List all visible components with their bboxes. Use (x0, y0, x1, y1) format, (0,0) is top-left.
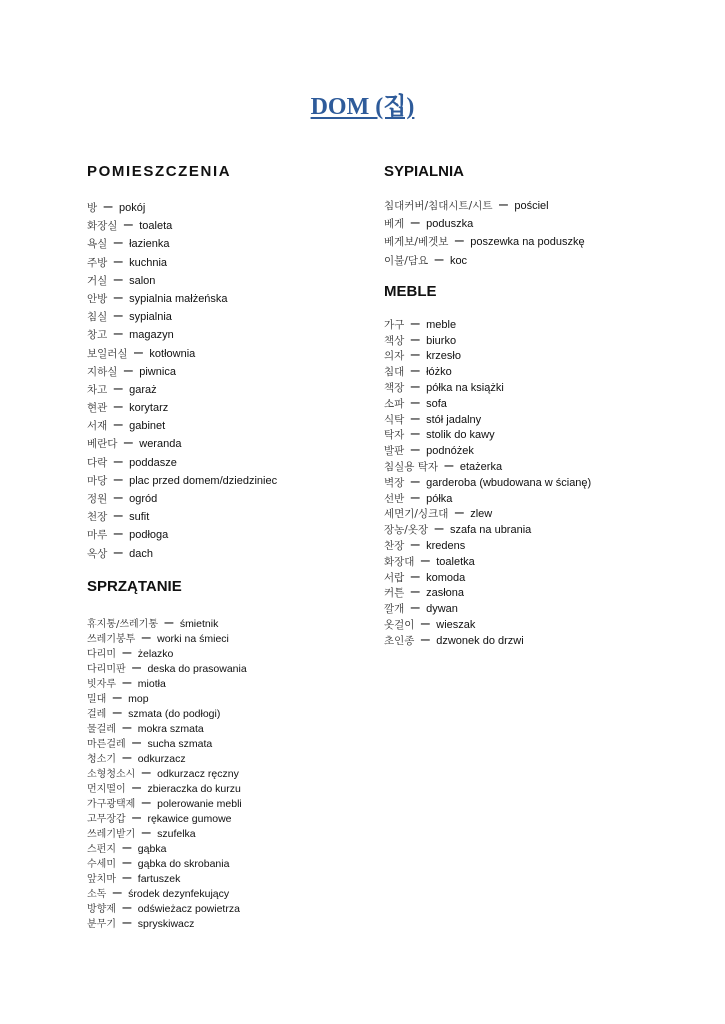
polish-term: sypialnia małżeńska (129, 292, 228, 305)
separator-dash: – (112, 703, 122, 721)
separator-dash: – (123, 361, 133, 379)
korean-term: 옥상 (87, 547, 108, 560)
separator-dash: – (113, 234, 123, 252)
korean-term: 화장실 (87, 220, 118, 233)
separator-dash: – (122, 673, 132, 691)
korean-term: 현관 (87, 402, 108, 415)
list-item (384, 411, 704, 427)
polish-term: pokój (118, 202, 146, 214)
korean-term: 옷걸이 (384, 618, 415, 631)
list-item (87, 615, 357, 630)
polish-term: poszewka na poduszkę (470, 236, 585, 249)
korean-term: 거실 (87, 274, 108, 287)
polish-term: półka (426, 492, 453, 505)
list-item (87, 325, 357, 343)
polish-term: stolik do kawy (426, 429, 495, 442)
separator-dash: – (113, 525, 123, 543)
list-item (87, 795, 357, 810)
korean-term: 청소기 (87, 753, 116, 765)
korean-term: 밀대 (87, 693, 107, 705)
list-item (87, 289, 357, 307)
polish-term: śmietnik (179, 617, 219, 630)
separator-dash: – (112, 883, 122, 901)
list-item (87, 750, 357, 765)
polish-term: polerowanie mebli (157, 797, 242, 810)
korean-term: 쓰레기받기 (87, 828, 136, 840)
polish-term: łazienka (129, 238, 170, 251)
polish-term: odkurzacz (137, 752, 186, 765)
separator-dash: – (410, 472, 420, 490)
polish-term: kotłownia (149, 347, 196, 360)
list-item (87, 380, 357, 398)
separator-dash: – (113, 398, 123, 416)
separator-dash: – (454, 504, 464, 522)
separator-dash: – (141, 763, 151, 781)
polish-term: meble (426, 318, 457, 331)
polish-term: dywan (426, 603, 458, 616)
korean-term: 분무기 (87, 918, 116, 930)
polish-term: zlew (470, 508, 493, 521)
separator-dash: – (454, 232, 464, 250)
separator-dash: – (410, 425, 420, 443)
polish-term: odświeżacz powietrza (137, 902, 240, 915)
list-item (87, 810, 357, 825)
polish-term: ogród (129, 493, 158, 505)
separator-dash: – (112, 688, 122, 706)
polish-term: garderoba (wbudowana w ścianę) (426, 476, 592, 489)
list-item (384, 332, 704, 348)
polish-term: etażerka (459, 460, 503, 473)
korean-term: 방향제 (87, 903, 116, 915)
list-item (384, 442, 704, 458)
list-item (87, 645, 357, 660)
separator-dash: – (113, 252, 123, 270)
separator-dash: – (122, 718, 132, 736)
polish-term: poddasze (129, 456, 177, 469)
korean-term: 서랍 (384, 571, 405, 584)
separator-dash: – (122, 913, 132, 931)
list-item (87, 544, 357, 562)
page-title: DOM (집) (310, 94, 415, 120)
list-item (384, 347, 704, 363)
korean-term: 의자 (384, 350, 405, 363)
korean-term: 휴지통/쓰레기통 (87, 618, 158, 630)
separator-dash: – (122, 838, 132, 856)
list-item (87, 840, 357, 855)
korean-term: 서재 (87, 420, 108, 433)
korean-term: 정원 (87, 493, 108, 505)
list-item (87, 870, 357, 885)
list-item (384, 632, 704, 648)
polish-term: sufit (129, 511, 150, 524)
polish-term: poduszka (426, 218, 474, 231)
separator-dash: – (420, 630, 430, 648)
polish-term: gabinet (129, 420, 166, 433)
section-heading-sprzatanie: SPRZĄTANIE (87, 577, 182, 595)
korean-term: 욕실 (87, 238, 108, 251)
polish-term: kuchnia (129, 256, 168, 269)
korean-term: 마른걸레 (87, 738, 126, 750)
separator-dash: – (113, 379, 123, 397)
separator-dash: – (498, 196, 508, 213)
list-item (384, 474, 704, 490)
list-item (87, 253, 357, 271)
korean-term: 세면기/싱크대 (384, 508, 449, 521)
section-heading-sypialnia: SYPIALNIA (384, 163, 465, 180)
list-item (384, 214, 704, 232)
korean-term: 베게보/베겟보 (384, 236, 449, 249)
polish-term: podłoga (129, 529, 169, 542)
list-item (87, 630, 357, 645)
polish-term: fartuszek (137, 872, 181, 885)
section-heading-pomieszczenia: POMIESZCZENIA (87, 163, 232, 180)
korean-term: 스펀지 (87, 843, 116, 855)
korean-term: 장농/옷장 (384, 524, 429, 537)
separator-dash: – (410, 441, 420, 459)
separator-dash: – (113, 270, 123, 288)
separator-dash: – (444, 456, 454, 474)
korean-term: 식탁 (384, 413, 405, 426)
separator-dash: – (113, 416, 123, 434)
list-item (87, 489, 357, 507)
polish-term: koc (449, 254, 468, 267)
separator-dash: – (164, 613, 174, 631)
polish-term: gąbka (137, 842, 167, 855)
separator-dash: – (410, 377, 420, 395)
separator-dash: – (141, 793, 151, 811)
separator-dash: – (113, 288, 123, 306)
korean-term: 침대커버/침대시트/시트 (384, 200, 493, 212)
polish-term: spryskiwacz (137, 917, 195, 930)
list-item (384, 600, 704, 616)
korean-term: 책장 (384, 381, 405, 394)
separator-dash: – (410, 488, 420, 506)
separator-dash: – (113, 489, 123, 506)
list-item (87, 855, 357, 870)
list-item (87, 507, 357, 525)
list-item (384, 616, 704, 632)
korean-term: 마당 (87, 474, 108, 487)
separator-dash: – (141, 823, 151, 841)
list-item (87, 660, 357, 675)
list-item (384, 395, 704, 411)
korean-term: 침대 (384, 366, 405, 379)
polish-term: sypialnia (129, 311, 172, 324)
polish-term: plac przed domem/dziedziniec (129, 474, 278, 487)
separator-dash: – (410, 583, 420, 601)
separator-dash: – (122, 853, 132, 871)
separator-dash: – (410, 599, 420, 617)
korean-term: 소형청소시 (87, 768, 136, 780)
polish-term: korytarz (129, 402, 169, 415)
polish-term: garaż (129, 383, 157, 396)
separator-dash: – (113, 307, 123, 325)
separator-dash: – (132, 733, 141, 751)
polish-term: worki na śmieci (157, 632, 229, 645)
polish-term: piwnica (139, 365, 176, 378)
separator-dash: – (410, 409, 420, 427)
polish-term: komoda (426, 571, 466, 584)
list-item (384, 537, 704, 553)
list-item (87, 780, 357, 795)
polish-term: mokra szmata (137, 722, 204, 735)
polish-term: mop (128, 692, 149, 705)
korean-term: 고무장갑 (87, 813, 126, 825)
korean-term: 침실용 탁자 (384, 460, 439, 473)
korean-term: 앞치마 (87, 873, 116, 885)
korean-term: 베게 (384, 218, 405, 231)
polish-term: szafa na ubrania (449, 524, 532, 537)
korean-term: 소독 (87, 888, 107, 900)
polish-term: dach (129, 547, 153, 560)
list-item (87, 765, 357, 780)
polish-term: szufelka (157, 827, 196, 840)
separator-dash: – (134, 343, 143, 361)
korean-term: 다락 (87, 456, 108, 469)
polish-term: zbieraczka do kurzu (147, 782, 241, 795)
polish-term: kredens (426, 539, 466, 552)
list-item (87, 675, 357, 690)
polish-term: magazyn (129, 329, 174, 342)
section-heading-meble: MEBLE (384, 282, 437, 300)
separator-dash: – (122, 748, 132, 766)
list-item (384, 196, 704, 214)
polish-term: podnóżek (426, 445, 474, 458)
separator-dash: – (410, 346, 420, 364)
korean-term: 주방 (87, 256, 108, 269)
korean-term: 탁자 (384, 429, 405, 442)
polish-term: żelazko (137, 647, 174, 660)
polish-term: wieszak (436, 618, 476, 631)
separator-dash: – (122, 868, 132, 886)
korean-term: 베란다 (87, 438, 118, 451)
separator-dash: – (141, 628, 151, 646)
korean-term: 다리미 (87, 648, 116, 660)
list-item (384, 458, 704, 474)
separator-dash: – (132, 658, 141, 676)
list-item (384, 553, 704, 569)
separator-dash: – (434, 520, 444, 538)
korean-term: 소파 (384, 397, 405, 410)
list-item (384, 316, 704, 332)
korean-term: 찬장 (384, 539, 405, 552)
list-item (87, 471, 357, 489)
polish-term: miotła (137, 677, 166, 690)
list-item (384, 569, 704, 585)
list-item (384, 426, 704, 442)
list-item (384, 363, 704, 379)
polish-term: zasłona (426, 587, 465, 600)
list-item (87, 434, 357, 452)
separator-dash: – (410, 393, 420, 411)
polish-term: weranda (139, 438, 182, 451)
korean-term: 걸레 (87, 708, 107, 720)
separator-dash: – (123, 216, 133, 234)
list-item (384, 251, 704, 269)
list-item (87, 344, 357, 362)
separator-dash: – (410, 362, 420, 380)
list-item (87, 198, 357, 216)
separator-dash: – (410, 567, 420, 585)
right-column (384, 163, 704, 647)
separator-dash: – (410, 314, 420, 332)
korean-term: 보일러실 (87, 347, 128, 360)
korean-term: 벽장 (384, 476, 405, 489)
separator-dash: – (434, 250, 444, 268)
list-item (87, 416, 357, 434)
list-item (87, 216, 357, 234)
polish-term: toaleta (139, 220, 173, 233)
separator-dash: – (122, 898, 132, 916)
polish-term: dzwonek do drzwi (436, 634, 524, 647)
korean-term: 천장 (87, 511, 108, 524)
separator-dash: – (410, 214, 420, 232)
list-item (384, 521, 704, 537)
list-item (87, 705, 357, 720)
korean-term: 마루 (87, 529, 108, 542)
korean-term: 쓰레기봉투 (87, 633, 136, 645)
list-item (87, 525, 357, 543)
korean-term: 깔개 (384, 603, 405, 616)
list-item (87, 915, 357, 930)
korean-term: 선반 (384, 492, 405, 505)
polish-term: gąbka do skrobania (137, 857, 230, 870)
polish-term: pościel (514, 200, 549, 212)
polish-term: sucha szmata (147, 737, 213, 750)
separator-dash: – (410, 535, 420, 553)
polish-term: środek dezynfekujący (128, 887, 230, 900)
korean-term: 물걸레 (87, 723, 116, 735)
separator-dash: – (113, 507, 123, 525)
korean-term: 커튼 (384, 587, 405, 600)
list-item (87, 885, 357, 900)
korean-term: 발판 (384, 445, 405, 458)
list-sprzatanie (87, 615, 357, 930)
separator-dash: – (420, 551, 430, 569)
separator-dash: – (132, 778, 141, 796)
list-item (384, 379, 704, 395)
korean-term: 지하실 (87, 365, 118, 378)
list-item (384, 232, 704, 250)
list-item (87, 825, 357, 840)
polish-term: odkurzacz ręczny (157, 767, 239, 780)
korean-term: 창고 (87, 329, 108, 342)
list-item (87, 398, 357, 416)
separator-dash: – (113, 543, 123, 561)
korean-term: 다리미판 (87, 663, 126, 675)
list-item (87, 234, 357, 252)
korean-term: 이불/담요 (384, 254, 429, 267)
korean-term: 초인종 (384, 634, 415, 647)
left-column (87, 163, 357, 930)
list-item (87, 307, 357, 325)
separator-dash: – (113, 325, 123, 343)
korean-term: 가구광택제 (87, 798, 136, 810)
korean-term: 차고 (87, 383, 108, 396)
polish-term: deska do prasowania (147, 662, 247, 675)
korean-term: 빗자루 (87, 678, 116, 690)
korean-term: 책상 (384, 334, 405, 347)
separator-dash: – (103, 198, 113, 215)
polish-term: biurko (426, 334, 457, 347)
separator-dash: – (410, 330, 420, 348)
separator-dash: – (420, 614, 430, 632)
list-item (87, 362, 357, 380)
polish-term: salon (129, 274, 156, 287)
list-item (384, 490, 704, 506)
korean-term: 수세미 (87, 858, 116, 870)
korean-term: 화장대 (384, 555, 415, 568)
separator-dash: – (122, 643, 132, 661)
korean-term: 침실 (87, 311, 108, 324)
polish-term: półka na książki (426, 381, 504, 394)
list-item (384, 505, 704, 521)
list-item (87, 900, 357, 915)
polish-term: sofa (426, 397, 447, 410)
list-sypialnia (384, 196, 704, 269)
korean-term: 안방 (87, 292, 108, 305)
list-pomieszczenia (87, 198, 357, 562)
separator-dash: – (123, 434, 133, 452)
list-item (384, 584, 704, 600)
list-meble (384, 316, 704, 648)
polish-term: krzesło (426, 350, 461, 363)
list-item (87, 735, 357, 750)
korean-term: 먼지떨이 (87, 783, 126, 795)
korean-term: 방 (87, 202, 98, 214)
list-item (87, 690, 357, 705)
polish-term: rękawice gumowe (147, 812, 232, 825)
list-item (87, 271, 357, 289)
polish-term: toaletka (436, 555, 475, 568)
list-item (87, 453, 357, 471)
korean-term: 가구 (384, 318, 405, 331)
separator-dash: – (113, 470, 123, 488)
separator-dash: – (113, 452, 123, 470)
polish-term: stół jadalny (426, 413, 482, 426)
list-item (87, 720, 357, 735)
separator-dash: – (132, 808, 141, 826)
polish-term: łóżko (426, 366, 452, 379)
polish-term: szmata (do podłogi) (128, 707, 221, 720)
